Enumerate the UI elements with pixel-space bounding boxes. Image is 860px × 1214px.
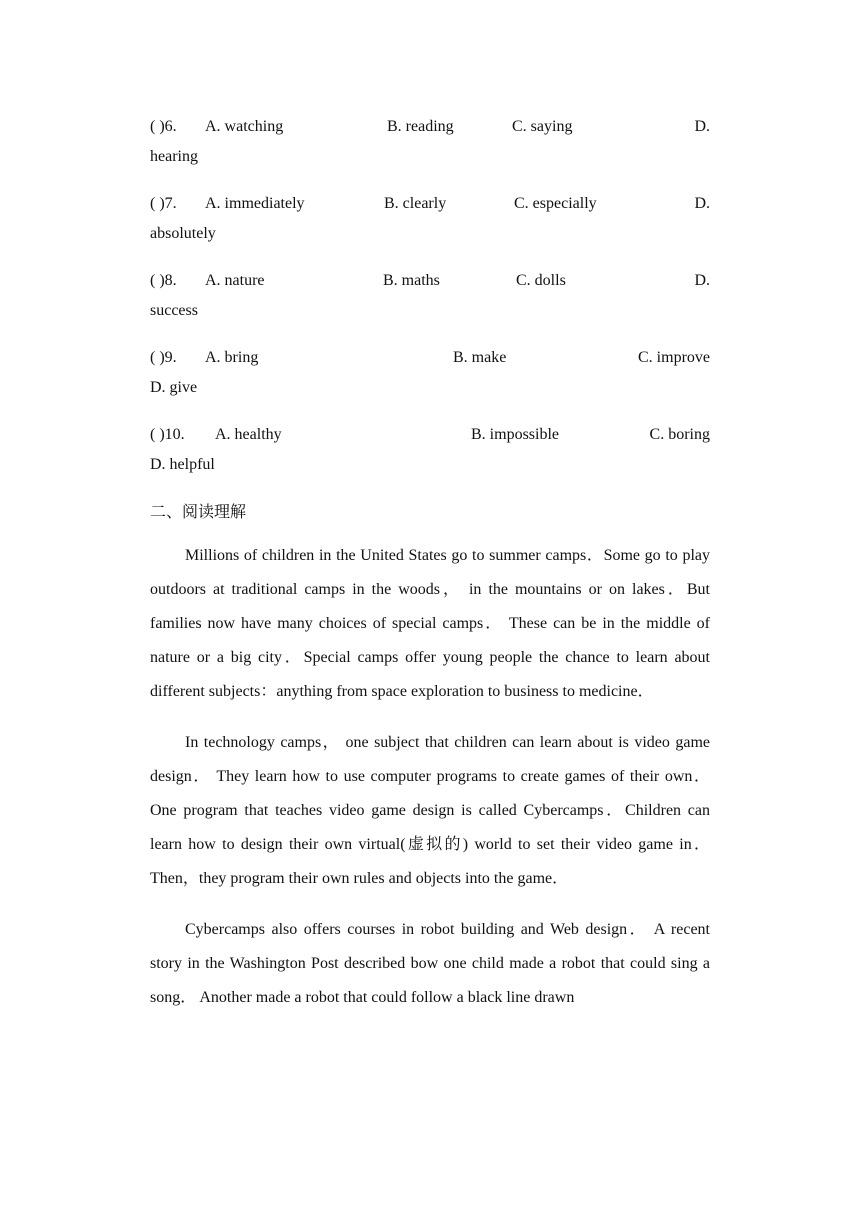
option-a: A. immediately [205, 195, 305, 212]
option-d-word: success [150, 302, 198, 319]
option-d: D. helpful [150, 456, 215, 473]
question-9 [150, 343, 710, 403]
question-10 [150, 420, 710, 480]
question-6 [150, 112, 710, 172]
question-8 [150, 266, 710, 326]
section-title: 二、阅读理解 [150, 502, 247, 521]
document-body [150, 112, 710, 1032]
option-b: B. maths [383, 272, 440, 289]
option-b: B. impossible [471, 426, 560, 443]
option-d-word: absolutely [150, 225, 216, 242]
option-d: D. give [150, 379, 198, 396]
option-a: A. bring [205, 349, 259, 366]
question-number: ( )7. [150, 195, 177, 212]
option-d-label: D. [694, 195, 710, 212]
option-d-label: D. [694, 272, 710, 289]
question-number: ( )9. [150, 349, 177, 366]
option-b: B. clearly [384, 195, 447, 212]
question-number: ( )10. [150, 426, 185, 443]
option-c: C. saying [512, 118, 573, 135]
paragraph-1: Millions of children in the United States go to summer camps．Some go to play outdoors at traditional camps in the woods， in the mountains or on lakes．But families now have many choices of special camps． These can be in the middle of nature or a big city．Special camps offer young people the chance to learn about different subjects：anything from space exploration to business to medicine． [150, 547, 710, 700]
question-number: ( )8. [150, 272, 177, 289]
option-c: C. dolls [516, 272, 566, 289]
option-c: C. improve [638, 349, 710, 366]
option-c: C. boring [649, 426, 710, 443]
question-number: ( )6. [150, 118, 177, 135]
paragraph-3: Cybercamps also offers courses in robot building and Web design． A recent story in the Washington Post described bow one child made a robot that could sing a song． Another made a robot that could follow a black line drawn [150, 921, 710, 1006]
option-a: A. nature [205, 272, 265, 289]
option-c: C. especially [514, 195, 597, 212]
option-b: B. reading [387, 118, 454, 135]
option-a: A. healthy [215, 426, 282, 443]
option-b: B. make [453, 349, 507, 366]
paragraph-2: In technology camps， one subject that children can learn about is video game design． They learn how to use computer programs to create games of their own． One program that teaches video game design is called Cybercamps．Children can learn how to design their own virtual(虚拟的) world to set their video game in．Then，they program their own rules and objects into the game． [150, 734, 710, 887]
question-7 [150, 189, 710, 249]
option-d-label: D. [694, 118, 710, 135]
option-d-word: hearing [150, 148, 198, 165]
option-a: A. watching [205, 118, 284, 135]
